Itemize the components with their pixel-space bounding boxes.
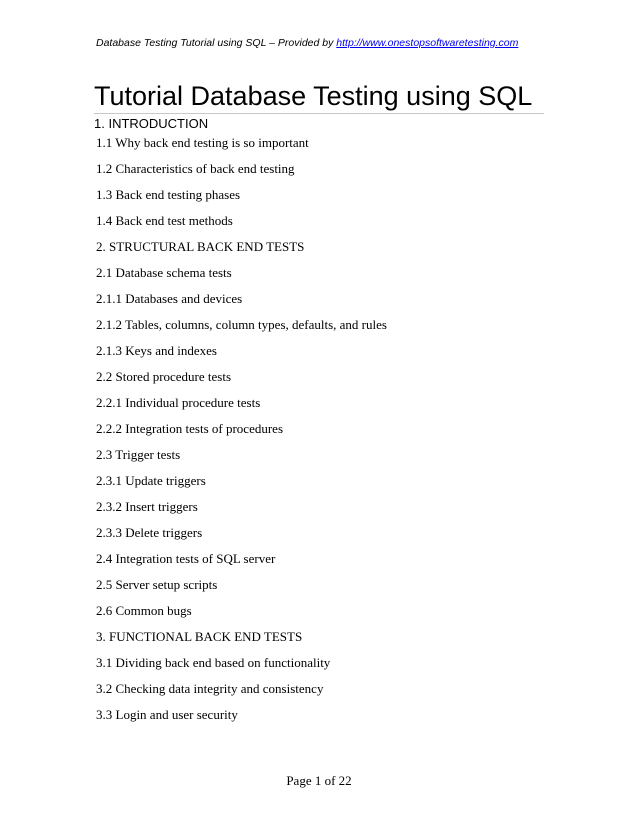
running-header — [96, 37, 518, 49]
toc-item: 1.1 Why back end testing is so important — [96, 135, 309, 150]
title-underline-divider — [94, 113, 544, 114]
website-link[interactable]: http://www.onestopsoftwaretesting.com — [336, 37, 519, 49]
toc-item: 2.3.2 Insert triggers — [96, 499, 198, 514]
toc-item: 2.1.2 Tables, columns, column types, defaults, and rules — [96, 317, 387, 332]
toc-item: 3.1 Dividing back end based on functionality — [96, 655, 331, 670]
toc-item: 1.4 Back end test methods — [96, 213, 233, 228]
toc-item: 3.2 Checking data integrity and consistency — [96, 681, 324, 696]
toc-item: 2.4 Integration tests of SQL server — [96, 551, 276, 566]
section-heading-introduction: 1. INTRODUCTION — [94, 116, 209, 131]
toc-item: 2.2 Stored procedure tests — [96, 369, 232, 384]
running-header-text: Database Testing Tutorial using SQL – Provided by — [96, 37, 337, 49]
toc-item: 2.5 Server setup scripts — [96, 577, 218, 592]
toc-item: 2.3.3 Delete triggers — [96, 525, 203, 540]
toc-item: 2.6 Common bugs — [96, 603, 192, 618]
toc-item: 1.2 Characteristics of back end testing — [96, 161, 295, 176]
toc-item: 2.3 Trigger tests — [96, 447, 181, 462]
toc-item: 2.1 Database schema tests — [96, 265, 232, 280]
toc-item: 1.3 Back end testing phases — [96, 187, 241, 202]
toc-item: 2.1.3 Keys and indexes — [96, 343, 217, 358]
toc-item: 2.3.1 Update triggers — [96, 473, 206, 488]
toc-item: 2. STRUCTURAL BACK END TESTS — [96, 239, 305, 254]
toc-item: 2.2.1 Individual procedure tests — [96, 395, 261, 410]
table-of-contents — [96, 133, 387, 731]
toc-item: 3.3 Login and user security — [96, 707, 238, 722]
toc-item: 2.2.2 Integration tests of procedures — [96, 421, 284, 436]
toc-item: 2.1.1 Databases and devices — [96, 291, 243, 306]
toc-item: 3. FUNCTIONAL BACK END TESTS — [96, 629, 303, 644]
document-title: Tutorial Database Testing using SQL — [94, 81, 533, 111]
page-number-footer: Page 1 of 22 — [286, 773, 352, 788]
